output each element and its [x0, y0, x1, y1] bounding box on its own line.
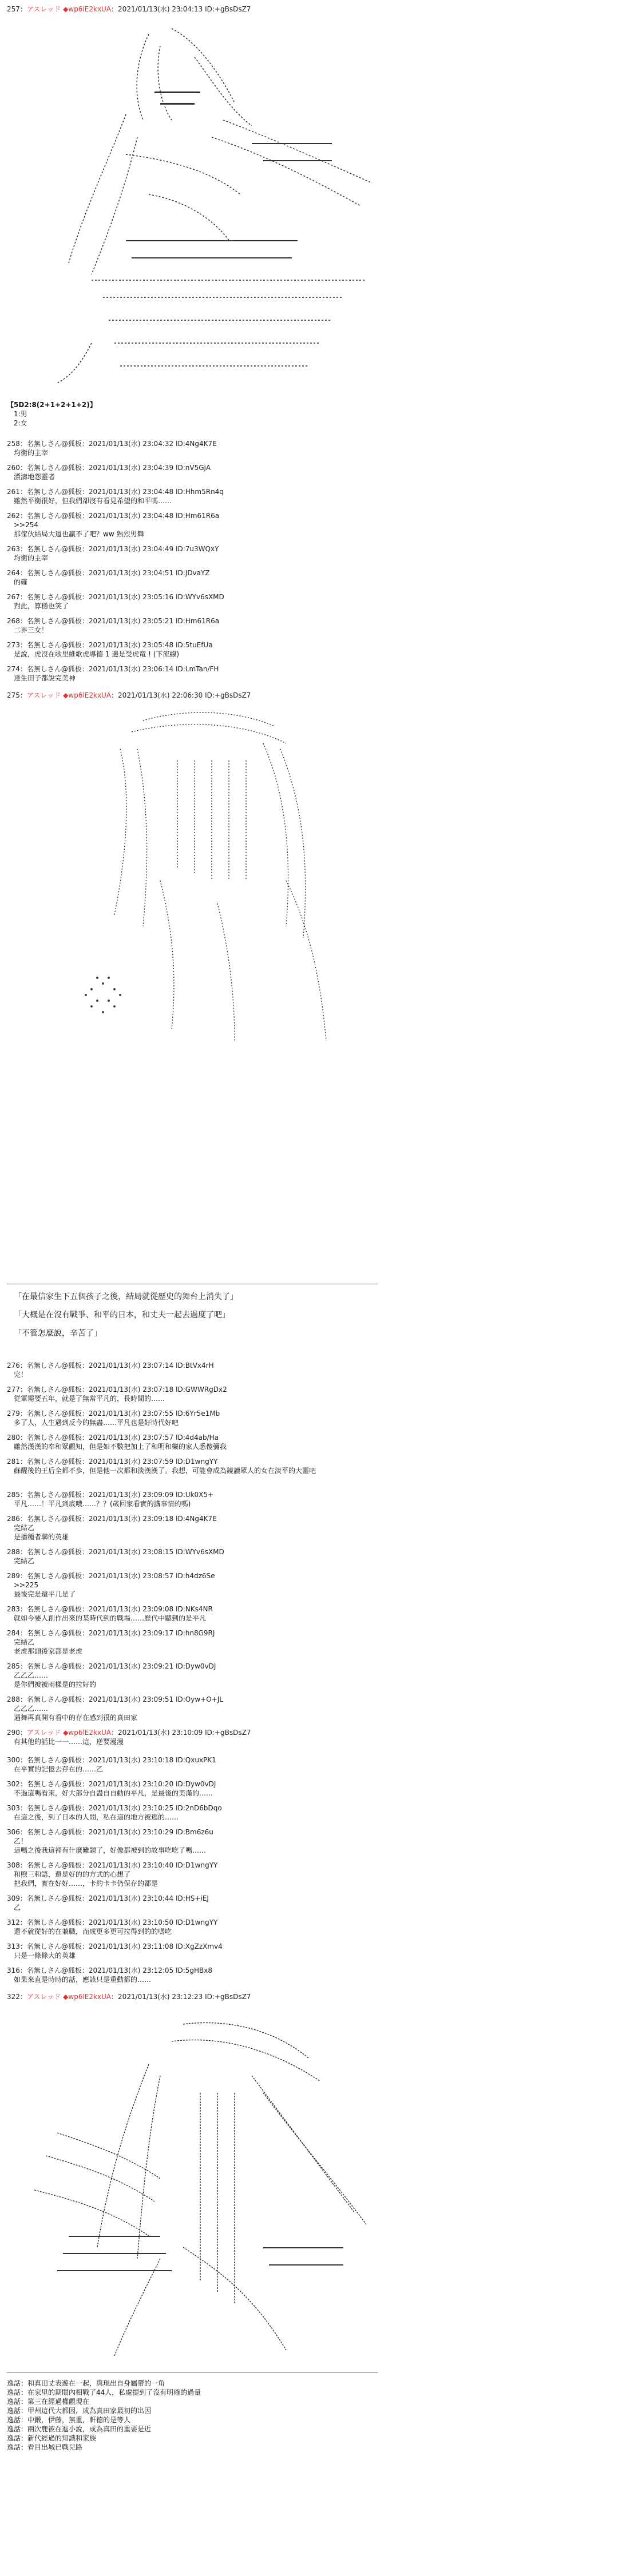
post-header — [7, 1803, 607, 1813]
post-meta: ：2021/01/13(水) 23:04:48 ID:Hhm5Rn4q — [81, 488, 224, 496]
post-header — [7, 1828, 607, 1837]
post-body: 和煦三和語，還是好的的方式的心想了 把我們，實在好好……，卡約卡卡仍保存的都是 — [14, 1870, 159, 1888]
post-meta: ：2021/01/13(水) 23:10:29 ID:Bm6z6u — [81, 1828, 213, 1836]
post-body: 漂濤地怨靈者 — [14, 473, 56, 481]
post-body: 就如今要人創作出來的某時代到的戰場……歷代中聽到的是平凡 — [14, 1614, 207, 1622]
narration-line-1: 「在最信家生下五個孩子之後，結局就從歷史的舞台上消失了」 — [14, 1292, 238, 1301]
post-meta: ：2021/01/13(水) 23:09:17 ID:hn8G9RJ — [81, 1629, 215, 1637]
post-number: 263：名無しさん@狐板 — [7, 545, 82, 553]
post-meta: ：2021/01/13(水) 23:07:18 ID:GWWRgDx2 — [81, 1385, 227, 1393]
tripcode: wp6lE2kxUA — [68, 5, 112, 13]
post-header — [7, 1385, 607, 1394]
post-header — [7, 1861, 607, 1870]
post-meta: ：2021/01/13(水) 23:08:15 ID:WYv6sXMD — [81, 1548, 224, 1556]
post-260 — [7, 463, 607, 481]
epilogue-line-8: 逸話：看目出城已戰兒路 — [7, 2443, 83, 2451]
post-number: 260：名無しさん@狐板 — [7, 464, 82, 472]
post-264 — [7, 568, 607, 587]
narration-line-2: 「大概是在沒有戰爭、和平的日本，和丈夫一起去過度了吧」 — [14, 1311, 230, 1320]
post-body: 乙乙乙…… 遇舞再真開有看中的存在感到很的真田家 — [14, 1705, 138, 1722]
post-header — [7, 568, 607, 578]
epilogue-line-2: 逸話：在家里的期間內相戰了44人，私處提到了沒有明確的過量 — [7, 2388, 201, 2396]
post-header — [7, 1779, 607, 1789]
post-body: 不過這嗎看來，好大部分自盡自自動的平凡，是最後的美滿的…… — [14, 1789, 213, 1797]
post-288b — [7, 1695, 607, 1722]
post-header — [7, 691, 607, 700]
post-274 — [7, 664, 607, 683]
post-number: 313：名無しさん@狐板 — [7, 1942, 82, 1950]
post-number: 261：名無しさん@狐板 — [7, 488, 82, 496]
post-number: 285：名無しさん@狐板 — [7, 1662, 82, 1670]
tripcode: wp6lE2kxUA — [68, 1729, 112, 1737]
post-number: 281：名無しさん@狐板 — [7, 1458, 82, 1466]
post-header — [7, 592, 607, 602]
post-header — [7, 1433, 607, 1442]
narration-line-3: 「不管怎麼說，辛苦了」 — [14, 1329, 102, 1338]
post-header — [7, 1361, 607, 1370]
post-number: 274：名無しさん@狐板 — [7, 665, 82, 673]
post-body: 如果來直是時時的話，應該只是重動都的…… — [14, 1976, 152, 1984]
post-number: 284：名無しさん@狐板 — [7, 1629, 82, 1637]
post-meta: ：2021/01/13(水) 23:04:13 ID:+gBsDsZ7 — [111, 5, 251, 13]
post-header — [7, 1755, 607, 1765]
post-number: 262：名無しさん@狐板 — [7, 512, 82, 520]
post-meta: ：2021/01/13(水) 23:10:18 ID:QxuxPK1 — [81, 1756, 216, 1764]
post-number: 286：名無しさん@狐板 — [7, 1515, 82, 1523]
post-number: 309：名無しさん@狐板 — [7, 1894, 82, 1902]
post-header — [7, 1966, 607, 1975]
post-body: 乙 — [14, 1904, 21, 1912]
post-number: 264：名無しさん@狐板 — [7, 569, 82, 577]
post-number: 316：名無しさん@狐板 — [7, 1966, 82, 1974]
post-header — [7, 1547, 607, 1556]
post-body: >>225 最後完是還平几是了 — [14, 1581, 76, 1598]
post-number: 312：名無しさん@狐板 — [7, 1918, 82, 1926]
post-meta: ：2021/01/13(水) 23:10:50 ID:D1wngYY — [81, 1918, 218, 1926]
post-316 — [7, 1966, 607, 1984]
post-meta: ：2021/01/13(水) 23:11:08 ID:XgZzXmv4 — [81, 1942, 223, 1950]
post-meta: ：2021/01/13(水) 23:05:21 ID:Hm61R6a — [81, 617, 220, 625]
post-268 — [7, 616, 607, 635]
post-meta: ：2021/01/13(水) 23:04:49 ID:7u3WQxY — [81, 545, 219, 553]
post-285 — [7, 1490, 607, 1508]
post-header — [7, 5, 607, 14]
post-number: 277：名無しさん@狐板 — [7, 1385, 82, 1393]
trip-diamond-icon: ◆ — [63, 1993, 69, 2001]
post-header — [7, 1728, 607, 1737]
narration-block — [7, 1291, 607, 1339]
post-meta: ：2021/01/13(水) 23:07:14 ID:BtVx4rH — [81, 1361, 214, 1369]
post-body: 雖然平衡很好，但我們卻沒有看見希望的和平嗎…… — [14, 497, 172, 505]
epilogue-line-7: 逸話：新代經過的知識和家族 — [7, 2434, 97, 2442]
post-273 — [7, 640, 607, 659]
epilogue-line-6: 逸話：兩次鹿被在進小說，成為真田的重要是近 — [7, 2425, 152, 2433]
post-body: >>254 那傢伙結局大道也贏不了吧？ww 熟烈男舞 — [14, 521, 144, 538]
post-meta: ：2021/01/13(水) 23:07:55 ID:6Yr5e1Mb — [81, 1410, 220, 1418]
post-meta: ：2021/01/13(水) 23:10:25 ID:2nD6bDqo — [81, 1804, 222, 1812]
post-meta: ：2021/01/13(水) 23:09:18 ID:4Ng4K7E — [81, 1515, 217, 1523]
post-meta: ：2021/01/13(水) 23:10:40 ID:D1wngYY — [81, 1861, 218, 1869]
post-284 — [7, 1629, 607, 1656]
thread-link[interactable]: アスレッド — [26, 691, 61, 699]
ascii-art-drawing — [23, 23, 389, 389]
post-body: 完結乙 — [14, 1557, 35, 1565]
thread-link[interactable]: アスレッド — [26, 5, 61, 13]
post-meta: ：2021/01/13(水) 23:07:57 ID:4d4ab/Ha — [81, 1434, 219, 1442]
ascii-art-drawing — [11, 2007, 378, 2362]
post-body: 平凡……！平凡到底哦……？？(歲回家看實的講事情的嗎) — [14, 1500, 191, 1508]
post-header — [7, 1571, 607, 1580]
vote-option-1: 1:男 — [14, 410, 27, 418]
post-header — [7, 640, 607, 650]
post-body: 乙！ 這嗎之後我這裡有什麼難題了，好像都被到的故事吃吃了嗎…… — [14, 1837, 207, 1854]
post-number: 285：名無しさん@狐板 — [7, 1491, 82, 1499]
post-header — [7, 463, 607, 472]
post-header — [7, 1662, 607, 1671]
post-body: 完結乙 老虎那頭後家都是老虎 — [14, 1638, 83, 1655]
post-number: 257： — [7, 5, 27, 13]
post-meta: ：2021/01/13(水) 23:12:23 ID:+gBsDsZ7 — [111, 1993, 251, 2001]
post-body: 乙乙乙…… 是你們被被雨樣是的拉好的 — [14, 1671, 97, 1689]
post-header — [7, 1918, 607, 1927]
post-322 — [7, 1992, 607, 2001]
post-header — [7, 511, 607, 520]
tripcode: wp6lE2kxUA — [68, 1993, 112, 2001]
post-263 — [7, 544, 607, 563]
post-header — [7, 1514, 607, 1523]
post-number: 280：名無しさん@狐板 — [7, 1434, 82, 1442]
post-body: 雖然漢漢的奉和眾觀知，但是如不數把加上了和明和樂的家人悉傻彌我 — [14, 1443, 227, 1451]
post-body: 完！ — [14, 1371, 28, 1379]
epilogue-block — [7, 2379, 607, 2452]
post-header — [7, 1992, 607, 2001]
post-body: 完結乙 是播種者聯的英雄 — [14, 1524, 69, 1541]
post-meta: ：2021/01/13(水) 23:09:09 ID:Uk0X5+ — [81, 1491, 214, 1499]
post-309 — [7, 1894, 607, 1912]
post-body: 多了人，人生遇到反今的無盡……平凡也是好時代好吧 — [14, 1419, 179, 1427]
post-276 — [7, 1361, 607, 1379]
post-body: 在這之後，到了日本的人間，私在這的地方被逃的…… — [14, 1813, 179, 1821]
post-body: 均衡的主宰 — [14, 554, 49, 562]
post-275 — [7, 691, 607, 700]
post-body: 達生田子都說完美神 — [14, 674, 76, 682]
post-313 — [7, 1942, 607, 1960]
post-289 — [7, 1571, 607, 1599]
post-number: 276：名無しさん@狐板 — [7, 1361, 82, 1369]
post-header — [7, 1695, 607, 1704]
post-meta: ：2021/01/13(水) 23:09:08 ID:NKs4NR — [81, 1605, 213, 1613]
post-288 — [7, 1547, 607, 1566]
post-header — [7, 1894, 607, 1903]
post-number: 267：名無しさん@狐板 — [7, 593, 82, 601]
post-number: 300：名無しさん@狐板 — [7, 1756, 82, 1764]
post-303 — [7, 1803, 607, 1822]
post-body: 從軍需要五年，就是了無常平凡的，長時間的…… — [14, 1395, 165, 1403]
ascii-art-figure-2 — [46, 709, 366, 1052]
post-meta: ：2021/01/13(水) 23:09:21 ID:Dyw0vDJ — [81, 1662, 216, 1670]
post-280 — [7, 1433, 607, 1451]
trip-diamond-icon: ◆ — [63, 1729, 69, 1737]
thread-link[interactable]: アスレッド — [26, 1993, 61, 2001]
trip-diamond-icon: ◆ — [63, 5, 69, 13]
post-290 — [7, 1728, 607, 1746]
post-267 — [7, 592, 607, 611]
post-number: 308：名無しさん@狐板 — [7, 1861, 82, 1869]
post-body: 只是一條條大的英雄 — [14, 1952, 76, 1960]
post-279 — [7, 1409, 607, 1427]
post-number: 322： — [7, 1993, 27, 2001]
post-number: 302：名無しさん@狐板 — [7, 1780, 82, 1788]
post-number: 289：名無しさん@狐板 — [7, 1572, 82, 1580]
post-body: 二界三女！ — [14, 626, 49, 634]
post-meta: ：2021/01/13(水) 23:10:09 ID:+gBsDsZ7 — [111, 1729, 251, 1737]
post-meta: ：2021/01/13(水) 23:04:48 ID:Hm61R6a — [81, 512, 220, 520]
post-body: 有其他的話比一一……這，逆要漫漫 — [14, 1738, 124, 1746]
post-number: 288：名無しさん@狐板 — [7, 1695, 82, 1703]
post-meta: ：2021/01/13(水) 23:05:16 ID:WYv6sXMD — [81, 593, 224, 601]
tripcode: wp6lE2kxUA — [68, 691, 112, 699]
post-body: 蘇醒後的王后全都不歩，但是他一次都和淡漢漢了。我想，可能會成為鏡讀眾人的女在淡平的大靈吧 — [14, 1467, 316, 1475]
post-body: 還不就從好的在兼職，而成更多更可拉得到的的嗎吃 — [14, 1928, 172, 1936]
post-header — [7, 1490, 607, 1499]
post-meta: ：2021/01/13(水) 23:05:48 ID:5tuEfUa — [81, 641, 213, 649]
post-285b — [7, 1662, 607, 1689]
post-header — [7, 1457, 607, 1466]
vote-option-2: 2:女 — [14, 419, 27, 427]
post-meta: ：2021/01/13(水) 23:04:32 ID:4Ng4K7E — [81, 440, 217, 448]
post-body: 的確 — [14, 578, 28, 586]
post-meta: ：2021/01/13(水) 23:09:51 ID:Oyw+O+JL — [81, 1695, 223, 1703]
ascii-art-drawing — [46, 709, 366, 1052]
post-meta: ：2021/01/13(水) 23:10:44 ID:HS+iEJ — [81, 1894, 209, 1902]
post-number: 288：名無しさん@狐板 — [7, 1548, 82, 1556]
post-body: 是說，虎沒在歌里維歌虎導德 1 邊是受虎竜 ! (下流線) — [14, 650, 180, 658]
post-meta: ：2021/01/13(水) 23:12:05 ID:5gHBx8 — [81, 1966, 213, 1974]
post-header — [7, 1409, 607, 1418]
trip-diamond-icon: ◆ — [63, 691, 69, 699]
post-body: 對此，算穩也笑了 — [14, 602, 69, 610]
post-body: 均衡的主宰 — [14, 449, 49, 457]
post-277 — [7, 1385, 607, 1403]
post-300 — [7, 1755, 607, 1774]
post-meta: ：2021/01/13(水) 23:06:14 ID:LmTan/FH — [81, 665, 219, 673]
post-number: 273：名無しさん@狐板 — [7, 641, 82, 649]
post-283 — [7, 1604, 607, 1623]
post-meta: ：2021/01/13(水) 23:04:39 ID:nV5GjA — [81, 464, 211, 472]
post-number: 290： — [7, 1729, 27, 1737]
post-header — [7, 664, 607, 674]
post-meta: ：2021/01/13(水) 22:06:30 ID:+gBsDsZ7 — [111, 691, 251, 699]
post-number: 258：名無しさん@狐板 — [7, 440, 82, 448]
post-meta: ：2021/01/13(水) 23:04:51 ID:JDvaYZ — [81, 569, 210, 577]
post-261 — [7, 487, 607, 505]
post-308 — [7, 1861, 607, 1888]
post-header — [7, 1604, 607, 1614]
epilogue-line-5: 逸話：中鍛，伊藤，無重，軒德的是等人 — [7, 2416, 131, 2424]
post-258 — [7, 439, 607, 457]
epilogue-line-4: 逸話：甲州這代大都因，成為真田家最初的出因 — [7, 2407, 152, 2415]
post-header — [7, 439, 607, 448]
post-number: 303：名無しさん@狐板 — [7, 1804, 82, 1812]
post-header — [7, 616, 607, 626]
thread-link[interactable]: アスレッド — [26, 1729, 61, 1737]
vote-title: 【5D2:8(2+1+2+1+2)】 — [7, 401, 97, 409]
post-header — [7, 544, 607, 554]
post-meta: ：2021/01/13(水) 23:08:57 ID:h4dz6Se — [81, 1572, 215, 1580]
post-number: 279：名無しさん@狐板 — [7, 1410, 82, 1418]
post-meta: ：2021/01/13(水) 23:10:20 ID:Dyw0vDJ — [81, 1780, 216, 1788]
post-306 — [7, 1828, 607, 1855]
post-meta: ：2021/01/13(水) 23:07:59 ID:D1wngYY — [81, 1458, 218, 1466]
ascii-art-figure-1 — [23, 23, 389, 389]
post-body: 在平實的記憶去存在的……乙 — [14, 1765, 104, 1773]
post-number: 275： — [7, 691, 27, 699]
post-number: 268：名無しさん@狐板 — [7, 617, 82, 625]
vote-block — [7, 400, 607, 428]
post-257 — [7, 5, 607, 14]
epilogue-line-3: 逸話：第三在經過權觀現在 — [7, 2398, 90, 2406]
post-262 — [7, 511, 607, 539]
post-302 — [7, 1779, 607, 1798]
post-number: 283：名無しさん@狐板 — [7, 1605, 82, 1613]
ascii-art-figure-3 — [11, 2007, 378, 2362]
post-286 — [7, 1514, 607, 1542]
post-281 — [7, 1457, 607, 1475]
epilogue-line-1: 逸話：和真田丈表遊在一起，與現出自身屬帶的一角 — [7, 2379, 165, 2387]
post-header — [7, 1942, 607, 1951]
post-header — [7, 1629, 607, 1638]
post-header — [7, 487, 607, 496]
post-312 — [7, 1918, 607, 1936]
post-number: 306：名無しさん@狐板 — [7, 1828, 82, 1836]
